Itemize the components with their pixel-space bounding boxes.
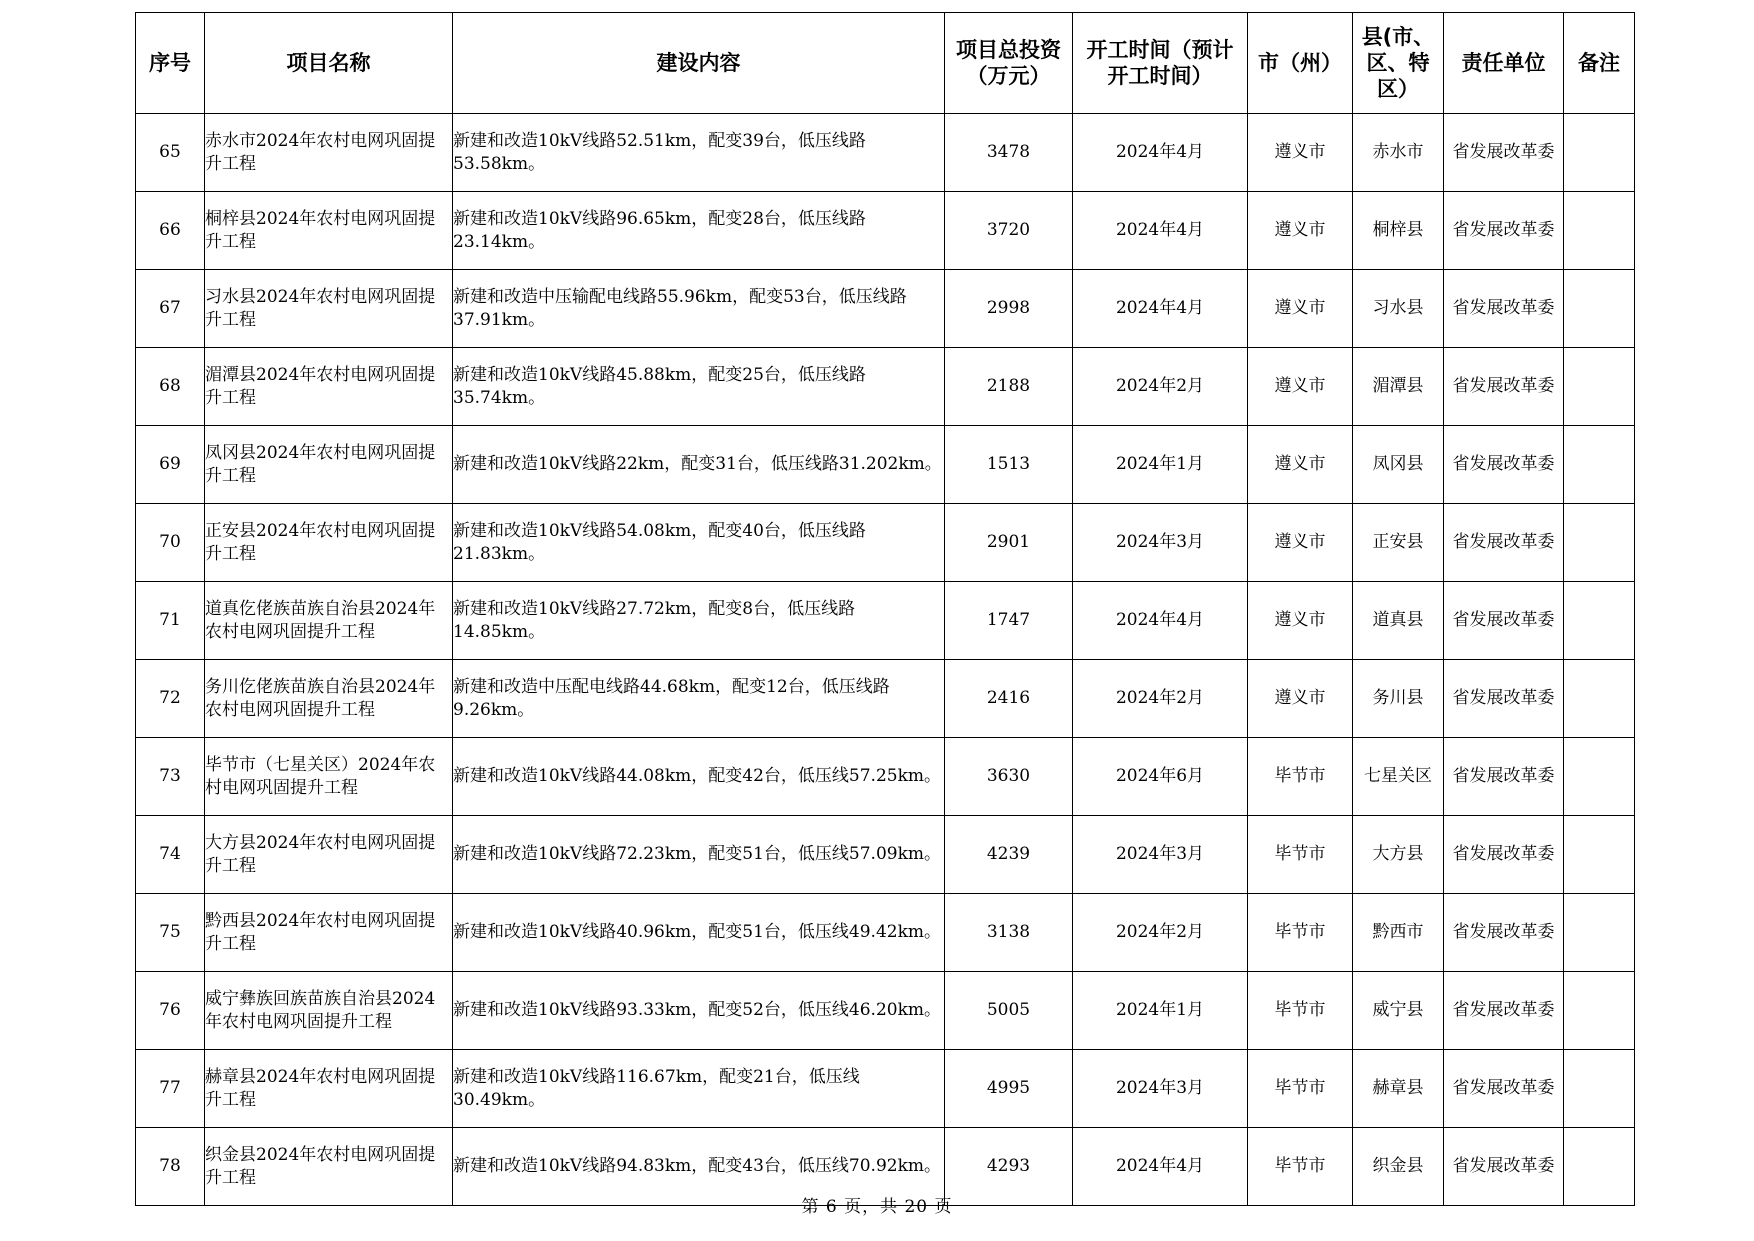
table-row xyxy=(136,1050,1635,1128)
cell-unit: 省发展改革委 xyxy=(1444,426,1564,504)
cell-remark xyxy=(1564,426,1635,504)
cell-start-time: 2024年4月 xyxy=(1073,1128,1248,1206)
cell-county: 赫章县 xyxy=(1353,1050,1444,1128)
cell-unit: 省发展改革委 xyxy=(1444,582,1564,660)
cell-start-time: 2024年3月 xyxy=(1073,504,1248,582)
table-row xyxy=(136,114,1635,192)
cell-content: 新建和改造中压配电线路44.68km，配变12台，低压线路9.26km。 xyxy=(453,660,945,738)
cell-unit: 省发展改革委 xyxy=(1444,738,1564,816)
cell-unit: 省发展改革委 xyxy=(1444,816,1564,894)
cell-county: 湄潭县 xyxy=(1353,348,1444,426)
page-number: 第 6 页，共 20 页 xyxy=(801,1197,953,1217)
cell-content: 新建和改造10kV线路96.65km，配变28台，低压线路23.14km。 xyxy=(453,192,945,270)
cell-name: 习水县2024年农村电网巩固提升工程 xyxy=(205,270,453,348)
cell-name: 正安县2024年农村电网巩固提升工程 xyxy=(205,504,453,582)
cell-content: 新建和改造10kV线路93.33km，配变52台，低压线46.20km。 xyxy=(453,972,945,1050)
cell-investment: 4995 xyxy=(945,1050,1073,1128)
cell-seq: 70 xyxy=(136,504,205,582)
cell-unit: 省发展改革委 xyxy=(1444,270,1564,348)
table-row xyxy=(136,660,1635,738)
header-remark: 备注 xyxy=(1564,13,1635,114)
cell-unit: 省发展改革委 xyxy=(1444,660,1564,738)
cell-city: 毕节市 xyxy=(1248,738,1353,816)
cell-city: 遵义市 xyxy=(1248,348,1353,426)
header-start-time: 开工时间（预计 开工时间） xyxy=(1073,13,1248,114)
cell-name: 毕节市（七星关区）2024年农村电网巩固提升工程 xyxy=(205,738,453,816)
cell-city: 遵义市 xyxy=(1248,114,1353,192)
cell-remark xyxy=(1564,582,1635,660)
cell-name: 凤冈县2024年农村电网巩固提升工程 xyxy=(205,426,453,504)
cell-city: 遵义市 xyxy=(1248,504,1353,582)
cell-name: 道真仡佬族苗族自治县2024年农村电网巩固提升工程 xyxy=(205,582,453,660)
cell-investment: 3720 xyxy=(945,192,1073,270)
cell-remark xyxy=(1564,504,1635,582)
cell-unit: 省发展改革委 xyxy=(1444,1050,1564,1128)
table-row xyxy=(136,348,1635,426)
cell-unit: 省发展改革委 xyxy=(1444,504,1564,582)
cell-start-time: 2024年4月 xyxy=(1073,114,1248,192)
cell-investment: 3138 xyxy=(945,894,1073,972)
cell-city: 遵义市 xyxy=(1248,270,1353,348)
cell-content: 新建和改造10kV线路94.83km，配变43台，低压线70.92km。 xyxy=(453,1128,945,1206)
cell-remark xyxy=(1564,270,1635,348)
cell-investment: 2416 xyxy=(945,660,1073,738)
cell-county: 务川县 xyxy=(1353,660,1444,738)
table-row xyxy=(136,504,1635,582)
cell-content: 新建和改造10kV线路54.08km，配变40台，低压线路21.83km。 xyxy=(453,504,945,582)
cell-start-time: 2024年4月 xyxy=(1073,270,1248,348)
table-row xyxy=(136,192,1635,270)
cell-seq: 71 xyxy=(136,582,205,660)
cell-county: 七星关区 xyxy=(1353,738,1444,816)
cell-county: 威宁县 xyxy=(1353,972,1444,1050)
cell-seq: 65 xyxy=(136,114,205,192)
table-row xyxy=(136,894,1635,972)
header-unit: 责任单位 xyxy=(1444,13,1564,114)
table-row xyxy=(136,426,1635,504)
cell-unit: 省发展改革委 xyxy=(1444,1128,1564,1206)
header-row xyxy=(136,13,1635,114)
cell-start-time: 2024年3月 xyxy=(1073,1050,1248,1128)
cell-investment: 1747 xyxy=(945,582,1073,660)
cell-start-time: 2024年4月 xyxy=(1073,582,1248,660)
cell-city: 遵义市 xyxy=(1248,660,1353,738)
cell-city: 毕节市 xyxy=(1248,816,1353,894)
cell-county: 织金县 xyxy=(1353,1128,1444,1206)
cell-remark xyxy=(1564,894,1635,972)
cell-unit: 省发展改革委 xyxy=(1444,894,1564,972)
cell-start-time: 2024年2月 xyxy=(1073,348,1248,426)
cell-county: 凤冈县 xyxy=(1353,426,1444,504)
cell-investment: 1513 xyxy=(945,426,1073,504)
cell-start-time: 2024年1月 xyxy=(1073,426,1248,504)
header-content: 建设内容 xyxy=(453,13,945,114)
cell-remark xyxy=(1564,972,1635,1050)
cell-county: 大方县 xyxy=(1353,816,1444,894)
header-county: 县(市、 区、特 区） xyxy=(1353,13,1444,114)
cell-content: 新建和改造10kV线路44.08km，配变42台，低压线57.25km。 xyxy=(453,738,945,816)
header-seq: 序号 xyxy=(136,13,205,114)
project-table xyxy=(135,12,1635,1206)
cell-seq: 68 xyxy=(136,348,205,426)
cell-investment: 2901 xyxy=(945,504,1073,582)
cell-name: 黔西县2024年农村电网巩固提升工程 xyxy=(205,894,453,972)
cell-investment: 2998 xyxy=(945,270,1073,348)
cell-county: 道真县 xyxy=(1353,582,1444,660)
cell-remark xyxy=(1564,192,1635,270)
cell-remark xyxy=(1564,1050,1635,1128)
cell-seq: 75 xyxy=(136,894,205,972)
cell-seq: 77 xyxy=(136,1050,205,1128)
cell-investment: 3630 xyxy=(945,738,1073,816)
cell-content: 新建和改造10kV线路40.96km，配变51台，低压线49.42km。 xyxy=(453,894,945,972)
cell-start-time: 2024年2月 xyxy=(1073,894,1248,972)
cell-county: 习水县 xyxy=(1353,270,1444,348)
cell-unit: 省发展改革委 xyxy=(1444,348,1564,426)
cell-seq: 66 xyxy=(136,192,205,270)
cell-unit: 省发展改革委 xyxy=(1444,114,1564,192)
table-body xyxy=(136,114,1635,1206)
cell-remark xyxy=(1564,348,1635,426)
header-city: 市（州） xyxy=(1248,13,1353,114)
table-row xyxy=(136,972,1635,1050)
header-name: 项目名称 xyxy=(205,13,453,114)
cell-start-time: 2024年4月 xyxy=(1073,192,1248,270)
cell-name: 务川仡佬族苗族自治县2024年农村电网巩固提升工程 xyxy=(205,660,453,738)
cell-county: 桐梓县 xyxy=(1353,192,1444,270)
cell-unit: 省发展改革委 xyxy=(1444,192,1564,270)
cell-name: 大方县2024年农村电网巩固提升工程 xyxy=(205,816,453,894)
cell-start-time: 2024年3月 xyxy=(1073,816,1248,894)
cell-city: 遵义市 xyxy=(1248,192,1353,270)
cell-investment: 4239 xyxy=(945,816,1073,894)
cell-content: 新建和改造10kV线路116.67km，配变21台，低压线30.49km。 xyxy=(453,1050,945,1128)
cell-investment: 4293 xyxy=(945,1128,1073,1206)
cell-name: 湄潭县2024年农村电网巩固提升工程 xyxy=(205,348,453,426)
cell-seq: 78 xyxy=(136,1128,205,1206)
cell-city: 毕节市 xyxy=(1248,1050,1353,1128)
cell-name: 威宁彝族回族苗族自治县2024年农村电网巩固提升工程 xyxy=(205,972,453,1050)
cell-city: 遵义市 xyxy=(1248,426,1353,504)
cell-investment: 3478 xyxy=(945,114,1073,192)
cell-content: 新建和改造10kV线路27.72km，配变8台，低压线路14.85km。 xyxy=(453,582,945,660)
cell-name: 赫章县2024年农村电网巩固提升工程 xyxy=(205,1050,453,1128)
table-row xyxy=(136,816,1635,894)
cell-start-time: 2024年6月 xyxy=(1073,738,1248,816)
cell-content: 新建和改造10kV线路45.88km，配变25台，低压线路35.74km。 xyxy=(453,348,945,426)
cell-seq: 74 xyxy=(136,816,205,894)
cell-county: 赤水市 xyxy=(1353,114,1444,192)
cell-name: 赤水市2024年农村电网巩固提升工程 xyxy=(205,114,453,192)
cell-investment: 2188 xyxy=(945,348,1073,426)
cell-remark xyxy=(1564,816,1635,894)
cell-city: 毕节市 xyxy=(1248,972,1353,1050)
cell-seq: 72 xyxy=(136,660,205,738)
cell-content: 新建和改造10kV线路72.23km，配变51台，低压线57.09km。 xyxy=(453,816,945,894)
cell-investment: 5005 xyxy=(945,972,1073,1050)
cell-city: 毕节市 xyxy=(1248,894,1353,972)
header-investment: 项目总投资 （万元） xyxy=(945,13,1073,114)
cell-seq: 67 xyxy=(136,270,205,348)
cell-city: 遵义市 xyxy=(1248,582,1353,660)
cell-remark xyxy=(1564,738,1635,816)
table-row xyxy=(136,582,1635,660)
cell-remark xyxy=(1564,660,1635,738)
cell-remark xyxy=(1564,114,1635,192)
cell-city: 毕节市 xyxy=(1248,1128,1353,1206)
table-row xyxy=(136,270,1635,348)
cell-name: 桐梓县2024年农村电网巩固提升工程 xyxy=(205,192,453,270)
cell-content: 新建和改造10kV线路52.51km，配变39台，低压线路53.58km。 xyxy=(453,114,945,192)
cell-county: 正安县 xyxy=(1353,504,1444,582)
cell-seq: 73 xyxy=(136,738,205,816)
table-row xyxy=(136,738,1635,816)
cell-name: 织金县2024年农村电网巩固提升工程 xyxy=(205,1128,453,1206)
cell-county: 黔西市 xyxy=(1353,894,1444,972)
cell-start-time: 2024年2月 xyxy=(1073,660,1248,738)
cell-unit: 省发展改革委 xyxy=(1444,972,1564,1050)
cell-content: 新建和改造10kV线路22km，配变31台，低压线路31.202km。 xyxy=(453,426,945,504)
cell-start-time: 2024年1月 xyxy=(1073,972,1248,1050)
cell-seq: 69 xyxy=(136,426,205,504)
cell-seq: 76 xyxy=(136,972,205,1050)
cell-content: 新建和改造中压输配电线路55.96km，配变53台，低压线路37.91km。 xyxy=(453,270,945,348)
